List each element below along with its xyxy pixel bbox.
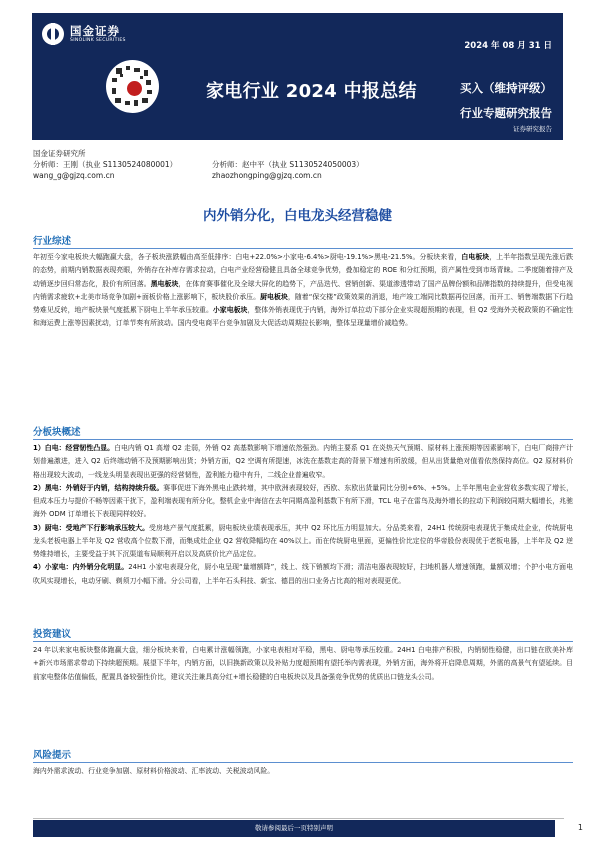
analyst-1: 分析师：王刚（执业 S1130524080001） <box>33 159 178 169</box>
analyst-1-email: wang_g@gjzq.com.cn <box>33 170 115 180</box>
section-body: 24 年以来家电板块整体跑赢大盘，细分板块来看，白电累计涨幅领跑，小家电表相对平稳，黑电、厨电等承压较重。24H1 白电排产积极，内销韧性稳健，出口链在欧美补库+新兴市场需求带动下持续超预期。展望下半年，内销方面，以旧换新政策以及补贴力度超预期有望托举内需表现，外销方面，海外将开启降息周期，外需的高景气有望延续。目前家电整体估值偏低，配置具备较强性价比，建议关注兼具高分红+增长稳健的白电板块以及具备强竞争优势的优质出口链龙头公司。 <box>33 646 573 681</box>
section-risk <box>33 747 573 778</box>
footer-divider <box>33 818 564 819</box>
footer-disclaimer[interactable]: 敬请参阅最后一页特别声明 <box>33 820 555 837</box>
section-body: 海内外需求波动、行业竞争加剧、原材料价格波动、汇率波动、关税波动风险。 <box>33 767 275 775</box>
report-type: 行业专题研究报告 <box>460 106 552 120</box>
qr-center-badge <box>125 79 144 98</box>
section-heading: 行业综述 <box>33 233 573 249</box>
segment-black-goods: 2）黑电：外销好于内销，结构持续升级。赛事促进下海外黑电止跌转增，其中欧洲表现较好，西欧、东欧出货量同比分别+6%、+5%。上半年黑电企业营收多数实现了增长，但成本压力与提价不畅等因素干扰下，盈利端表现有所分化，整机企业中海信在去年同期高盈利基数下有所下滑，TCL 电子在雷鸟及海外增长的拉动下利润较同期大幅增长，兆驰海外 ODM 订单增长下表现同样较好。 <box>33 483 573 519</box>
author-block <box>33 149 364 181</box>
institute-name: 国金证券研究所 <box>33 149 86 158</box>
segment-kitchen: 3）厨电：受地产下行影响承压较大。受房地产景气度抵累，厨电板块业绩表现承压，其中 Q2 环比压力明显加大。分品类来看，24H1 传统厨电表现优于集成灶企业，传统厨电龙头老板电器上半年及 Q2 营收高个位数下滑，而集成灶企业 Q2 营收降幅均在 40%以上。而在传统厨电里面，更偏性价比定位的华帝股份表现优于老板电器，上半年及 Q2 逆势维持增长，主要受益于其下沉渠道布局顺利开启以及高质价比产品定位。 <box>33 523 573 558</box>
section-heading: 投资建议 <box>33 626 573 642</box>
section-segments <box>33 424 573 588</box>
header-banner <box>32 13 563 140</box>
qr-code-icon <box>106 60 159 113</box>
analyst-2: 分析师：赵中平（执业 S1130524050003） <box>212 159 364 169</box>
segment-white-goods: 1）白电：经营韧性凸显。白电内销 Q1 高增 Q2 走弱，外销 Q2 高基数影响下增速依然强劲。内销主要系 Q1 在炎热天气预期、原材料上涨预期等因素影响下，白电厂商排产计划普遍激进，进入 Q2 后终端动销不及预期影响出货；外销方面，Q2 空调有所提速，冰洗在基数走高的背景下增速有所放缓，但从出货量绝对值看依然保持高位。Q2 原材料价格出现较大波动，一线龙头明显表现出更强的经营韧性，盈利能力稳中有升，二线企业普遍收窄。 <box>33 444 573 479</box>
company-logo <box>42 23 126 45</box>
section-overview <box>33 233 573 331</box>
section-heading: 风险提示 <box>33 747 573 763</box>
logo-icon <box>42 23 64 45</box>
section-heading: 分板块概述 <box>33 424 573 440</box>
segment-small-appliances: 4）小家电：内外销分化明显。24H1 小家电表现分化，厨小电呈现“量增额降”，线上、线下销额均下滑；清洁电器表现较好，扫地机器人增速领跑，量额双增；个护小电方面电吹风实现增长，电动牙刷、剃须刀小幅下滑。分公司看，上半年石头科技、新宝、德昌的出口业务占比高的相对表现更优。 <box>33 563 573 585</box>
report-subtype: 证券研究报告 <box>513 125 552 133</box>
rating: 买入（维持评级） <box>460 81 552 95</box>
report-date: 2024 年 08 月 31 日 <box>464 41 552 51</box>
page-number: 1 <box>577 823 583 832</box>
section-body: 年初至今家电板块大幅跑赢大盘，各子板块涨跌幅由高至低排序：白电+22.0%>小家电-6.4%>厨电-19.1%>黑电-21.5%。分板块来看，白电板块，上半年指数呈现先涨后跌的态势，前期内销数据表现亮眼，外销存在补库存需求拉动，白电产业经营稳健且具备全球竞争优势，叠加稳定的 ROE 和分红预期，资产属性受到市场青睐。二季度随着排产及动销逐步回归常态化，股价有所回落。黑电板块，在体育赛事催化及全球大屏化的趋势下，产品迭代、营销创新、渠道渗透带动了国产品牌份额和品牌指数的持续提升，但受电视内销需求疲软+北美市场竞争加剧+面板价格上涨影响下，板块股价承压。厨电板块，随着“保交楼”政策效果的消退，地产竣工端同比数据再位回落，而开工、销售端数据下行趋势难见反转，地产板块景气度抵累下厨电上半年承压较重。小家电板块，整体外销表现优于内销，海外订单拉动下部分企业实现超预期的表现，但 Q2 受海外关税政策的不确定性和海运费上涨等因素扰动，订单节奏有所波动。国内受电商平台竞争加剧及大促活动周期拉长影响，整体呈现量增价减趋势。 <box>33 253 574 328</box>
analyst-2-email: zhaozhongping@gjzq.com.cn <box>212 170 322 180</box>
report-title: 家电行业 2024 中报总结 <box>206 81 417 102</box>
main-title: 内外销分化，白电龙头经营稳健 <box>203 208 392 224</box>
logo-name-cn: 国金证券 <box>70 23 120 38</box>
logo-name-en: SINOLINK SECURITIES <box>70 37 126 43</box>
section-advice <box>33 626 573 684</box>
